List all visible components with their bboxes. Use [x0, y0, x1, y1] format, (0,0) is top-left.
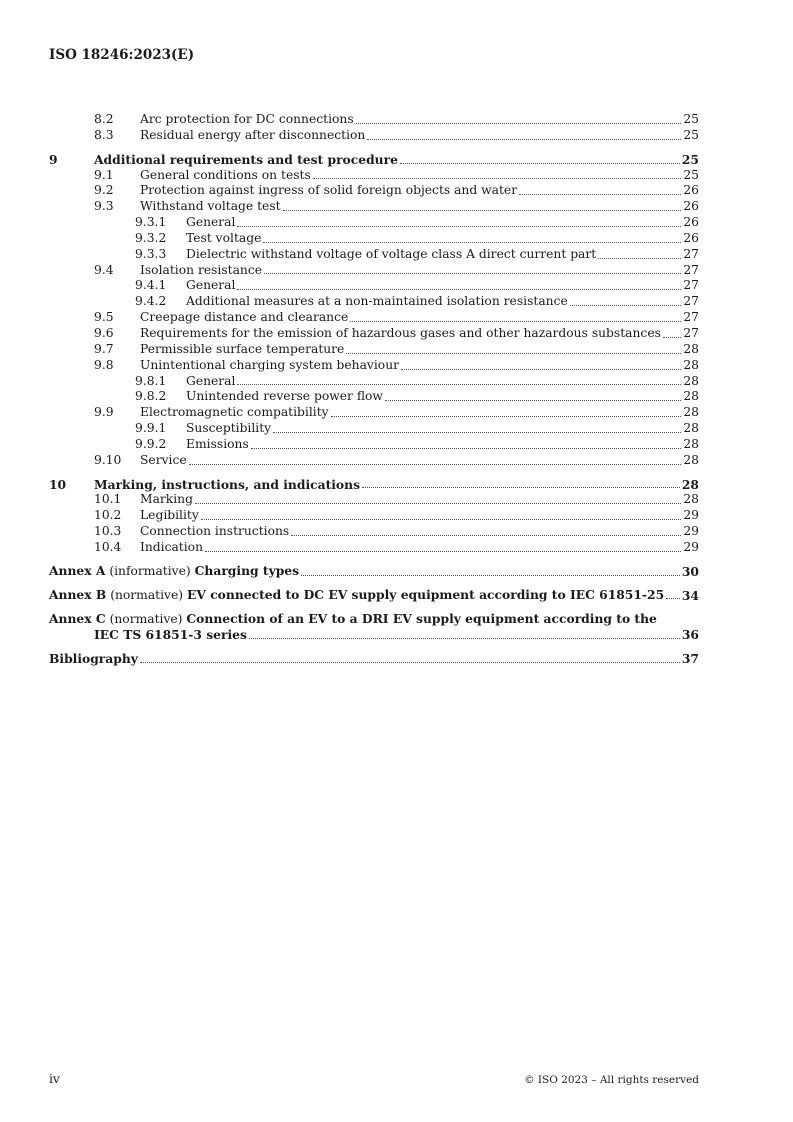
- toc-entry-8-2[interactable]: [49, 112, 699, 128]
- leader-dots: [362, 487, 680, 488]
- toc-entry-page: 28: [683, 436, 699, 451]
- toc-entry-title: Isolation resistance: [140, 262, 263, 277]
- leader-dots: [313, 178, 682, 179]
- toc-entry-title: Connection instructions: [140, 524, 290, 539]
- toc-entry-number: 9.3.2: [135, 230, 167, 245]
- toc-entry-page: 28: [683, 452, 699, 467]
- toc-entry-number: 10.4: [94, 539, 122, 554]
- toc-entry-9-8-2[interactable]: [49, 389, 699, 405]
- leader-dots: [519, 194, 681, 195]
- toc-entry-9-10[interactable]: [49, 453, 699, 469]
- toc-entry-title: Additional measures at a non-maintained isolation resistance: [186, 294, 568, 309]
- toc-entry-title: Legibility: [140, 508, 199, 523]
- annex-type: (informative): [109, 563, 191, 578]
- toc-entry-title: Test voltage: [186, 230, 262, 245]
- toc-entry-title: Creepage distance and clearance: [140, 310, 349, 325]
- toc-entry-number: 9.9.2: [135, 436, 167, 451]
- toc-entry-page: 26: [683, 183, 699, 198]
- toc-entry-page: 28: [683, 389, 699, 404]
- table-of-contents: [49, 112, 699, 667]
- leader-dots: [237, 289, 681, 290]
- annex-label: Annex B: [49, 586, 107, 602]
- toc-entry-page: 28: [683, 373, 699, 388]
- toc-entry-9-6[interactable]: [49, 326, 699, 342]
- leader-dots: [331, 416, 682, 417]
- toc-entry-number: 9.8.2: [135, 389, 167, 404]
- toc-entry-title: General conditions on tests: [140, 167, 311, 182]
- toc-annex-a[interactable]: [49, 564, 699, 580]
- toc-entry-number: 9.6: [94, 325, 114, 340]
- toc-entry-number: 9.9: [94, 405, 114, 420]
- toc-entry-title: Withstand voltage test: [140, 199, 281, 214]
- toc-entry-title: Residual energy after disconnection: [140, 127, 366, 142]
- toc-entry-page: 27: [683, 310, 699, 325]
- leader-dots: [301, 575, 680, 576]
- toc-entry-title: Service: [140, 452, 187, 467]
- leader-dots: [283, 210, 682, 211]
- toc-entry-title: Additional requirements and test procedure: [94, 151, 398, 167]
- toc-entry-page: 36: [681, 627, 699, 643]
- toc-entry-number: 9.4: [94, 262, 114, 277]
- toc-entry-number: 9.8.1: [135, 373, 167, 388]
- toc-entry-9-1[interactable]: [49, 168, 699, 184]
- toc-entry-number: 9.3.3: [135, 246, 167, 261]
- toc-entry-page: 28: [683, 341, 699, 356]
- leader-dots: [205, 551, 681, 552]
- toc-entry-number: 8.2: [94, 112, 114, 126]
- toc-entry-page: 29: [683, 524, 699, 539]
- leader-dots: [273, 432, 681, 433]
- toc-entry-number: 9.5: [94, 310, 114, 325]
- toc-entry-title: Arc protection for DC connections: [140, 112, 354, 126]
- toc-entry-title: General: [186, 373, 236, 388]
- toc-entry-page: 34: [681, 587, 699, 603]
- toc-entry-title: General: [186, 278, 236, 293]
- toc-annex-c[interactable]: [49, 611, 699, 643]
- leader-dots: [264, 273, 681, 274]
- toc-entry-number: 10.1: [94, 492, 122, 507]
- toc-entry-10-3[interactable]: [49, 524, 699, 540]
- toc-entry-title: Unintended reverse power flow: [186, 389, 383, 404]
- toc-entry-title: Bibliography: [49, 651, 138, 667]
- annex-title-continued: IEC TS 61851-3 series: [94, 627, 247, 643]
- toc-entry-9-7[interactable]: [49, 342, 699, 358]
- page-number: iv: [49, 1072, 60, 1086]
- toc-entry-9-2[interactable]: [49, 183, 699, 199]
- toc-entry-number: 9.9.1: [135, 421, 167, 436]
- leader-dots: [350, 321, 681, 322]
- annex-type: (normative): [110, 587, 184, 602]
- toc-entry-10-1[interactable]: [49, 492, 699, 508]
- toc-entry-page: 28: [683, 405, 699, 420]
- toc-entry-number: 9.4.1: [135, 278, 167, 293]
- leader-dots: [367, 139, 681, 140]
- toc-entry-9-3-1[interactable]: [49, 215, 699, 231]
- leader-dots: [251, 448, 682, 449]
- toc-entry-title: Emissions: [186, 436, 249, 451]
- toc-entry-title: Permissible surface temperature: [140, 341, 345, 356]
- toc-entry-title: Marking: [140, 492, 193, 507]
- toc-entry-page: 25: [683, 112, 699, 126]
- toc-entry-number: 9.3: [94, 199, 114, 214]
- toc-entry-page: 30: [681, 563, 699, 579]
- leader-dots: [356, 123, 682, 124]
- leader-dots: [598, 258, 681, 259]
- toc-bibliography[interactable]: [49, 651, 699, 667]
- leader-dots: [249, 638, 680, 639]
- toc-entry-page: 25: [683, 127, 699, 142]
- leader-dots: [263, 242, 681, 243]
- toc-entry-page: 25: [681, 151, 699, 167]
- toc-entry-number: 10: [49, 476, 67, 492]
- toc-entry-9-5[interactable]: [49, 310, 699, 326]
- toc-entry-page: 26: [683, 230, 699, 245]
- leader-dots: [291, 535, 681, 536]
- toc-entry-title: Indication: [140, 539, 203, 554]
- toc-entry-9-8[interactable]: [49, 358, 699, 374]
- toc-entry-page: 29: [683, 539, 699, 554]
- toc-entry-page: 27: [683, 325, 699, 340]
- toc-entry-title: Requirements for the emission of hazardous gases and other hazardous substances: [140, 325, 661, 340]
- toc-entry-title: Marking, instructions, and indications: [94, 476, 360, 492]
- leader-dots: [237, 226, 681, 227]
- toc-entry-9-9-1[interactable]: [49, 421, 699, 437]
- toc-entry-9-3-2[interactable]: [49, 231, 699, 247]
- leader-dots: [663, 337, 681, 338]
- annex-label: Annex C: [49, 611, 106, 627]
- toc-entry-9-8-1[interactable]: [49, 374, 699, 390]
- toc-entry-9-9[interactable]: [49, 405, 699, 421]
- toc-entry-page: 28: [683, 492, 699, 507]
- toc-entry-number: 9.7: [94, 341, 114, 356]
- toc-entry-9-3[interactable]: [49, 199, 699, 215]
- toc-entry-9-4-2[interactable]: [49, 294, 699, 310]
- toc-entry-page: 27: [683, 294, 699, 309]
- annex-title: Charging types: [194, 562, 300, 578]
- leader-dots: [385, 400, 681, 401]
- leader-dots: [189, 464, 682, 465]
- annex-type: (normative): [109, 612, 183, 627]
- leader-dots: [201, 519, 682, 520]
- toc-entry-number: 9.1: [94, 167, 114, 182]
- toc-annex-b[interactable]: [49, 588, 699, 604]
- annex-title: EV connected to DC EV supply equipment according to IEC 61851-25: [187, 586, 665, 602]
- toc-entry-9-4-1[interactable]: [49, 278, 699, 294]
- leader-dots: [237, 384, 681, 385]
- toc-entry-page: 29: [683, 508, 699, 523]
- toc-entry-number: 9.10: [94, 452, 122, 467]
- toc-entry-number: 9.2: [94, 183, 114, 198]
- toc-entry-page: 26: [683, 199, 699, 214]
- leader-dots: [401, 369, 681, 370]
- toc-entry-10-2[interactable]: [49, 508, 699, 524]
- toc-entry-number: 10.3: [94, 524, 122, 539]
- toc-entry-page: 37: [681, 651, 699, 667]
- leader-dots: [346, 353, 681, 354]
- toc-entry-title: Dielectric withstand voltage of voltage class A direct current part: [186, 246, 597, 261]
- leader-dots: [570, 305, 682, 306]
- toc-entry-title: Electromagnetic compatibility: [140, 405, 329, 420]
- toc-entry-page: 27: [683, 262, 699, 277]
- annex-title: Connection of an EV to a DRI EV supply equipment according to the: [186, 611, 657, 627]
- toc-entry-page: 28: [681, 476, 699, 492]
- toc-entry-title: Unintentional charging system behaviour: [140, 357, 400, 372]
- toc-entry-number: 9.8: [94, 357, 114, 372]
- toc-entry-number: 9: [49, 151, 58, 167]
- toc-entry-page: 27: [683, 278, 699, 293]
- toc-entry-title: Susceptibility: [186, 421, 272, 436]
- toc-entry-10[interactable]: [49, 477, 699, 493]
- leader-dots: [400, 163, 680, 164]
- copyright-notice: © ISO 2023 – All rights reserved: [524, 1074, 699, 1086]
- toc-entry-page: 28: [683, 357, 699, 372]
- document-id-header: ISO 18246:2023(E): [49, 47, 195, 63]
- toc-entry-number: 9.4.2: [135, 294, 167, 309]
- leader-dots: [666, 598, 680, 599]
- toc-entry-page: 25: [683, 167, 699, 182]
- toc-entry-title: General: [186, 215, 236, 230]
- toc-entry-page: 27: [683, 246, 699, 261]
- toc-entry-9-3-3[interactable]: [49, 247, 699, 263]
- toc-entry-number: 10.2: [94, 508, 122, 523]
- toc-entry-page: 26: [683, 215, 699, 230]
- toc-entry-10-4[interactable]: [49, 540, 699, 556]
- toc-entry-9-9-2[interactable]: [49, 437, 699, 453]
- leader-dots: [195, 503, 681, 504]
- toc-entry-9-4[interactable]: [49, 263, 699, 279]
- toc-entry-title: Protection against ingress of solid foreign objects and water: [140, 183, 518, 198]
- leader-dots: [140, 662, 680, 663]
- toc-entry-number: 8.3: [94, 127, 114, 142]
- toc-entry-8-3[interactable]: [49, 128, 699, 144]
- toc-entry-page: 28: [683, 421, 699, 436]
- toc-entry-number: 9.3.1: [135, 215, 167, 230]
- toc-entry-9[interactable]: [49, 152, 699, 168]
- annex-label: Annex A: [49, 562, 106, 578]
